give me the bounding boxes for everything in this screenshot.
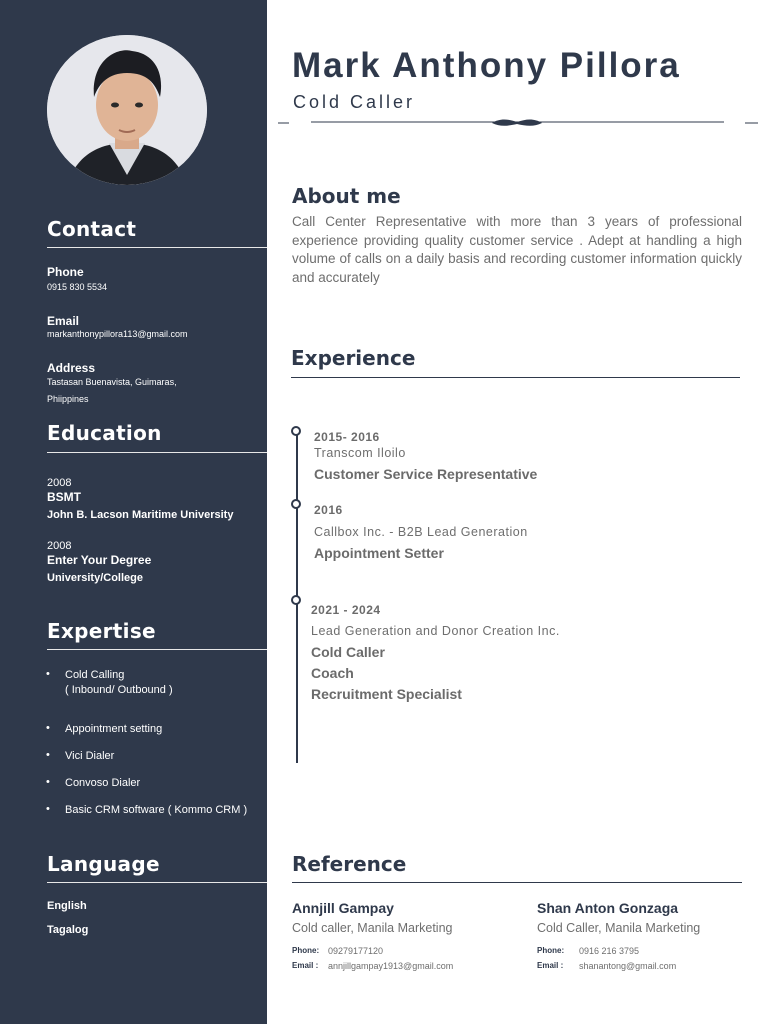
expertise-heading: Expertise xyxy=(47,619,156,643)
contact-divider xyxy=(47,247,267,248)
experience-company: Lead Generation and Donor Creation Inc. xyxy=(311,624,560,638)
experience-role: Recruitment Specialist xyxy=(311,686,462,702)
education-divider xyxy=(47,452,267,453)
email-value: markanthonypillora113@gmail.com xyxy=(47,329,188,339)
reference-phone-label: Phone: xyxy=(537,946,565,955)
experience-role: Coach xyxy=(311,665,354,681)
reference-name: Shan Anton Gonzaga xyxy=(537,900,679,916)
bullet-icon: • xyxy=(46,722,50,734)
reference-phone: 09279177120 xyxy=(328,946,384,956)
reference-name: Annjill Gampay xyxy=(292,900,394,916)
reference-email-label: Email : xyxy=(292,961,319,970)
experience-company: Transcom Iloilo xyxy=(314,446,406,460)
timeline-dot xyxy=(291,499,301,509)
language-item: English xyxy=(47,900,87,912)
reference-email: shanantong@gmail.com xyxy=(579,961,677,971)
reference-email: annjillgampay1913@gmail.com xyxy=(328,961,454,971)
bullet-icon: • xyxy=(46,668,50,680)
bullet-icon: • xyxy=(46,803,50,815)
reference-phone: 0916 216 3795 xyxy=(579,946,640,956)
reference-title: Cold caller, Manila Marketing xyxy=(292,921,453,935)
about-text: Call Center Representative with more than 3 years of professional experience providing quality customer service . Adept at handling a high volume of calls on a daily basis and recording customer information quickly and accurately xyxy=(292,214,742,285)
reference-title: Cold Caller, Manila Marketing xyxy=(537,921,701,935)
language-heading: Language xyxy=(47,852,160,876)
language-divider xyxy=(47,882,267,883)
sidebar xyxy=(0,0,267,1024)
bullet-icon: • xyxy=(46,749,50,761)
reference-phone-label: Phone: xyxy=(292,946,320,955)
experience-divider xyxy=(291,377,740,378)
address-label: Address xyxy=(47,361,96,375)
email-label: Email xyxy=(47,314,80,328)
profile-photo xyxy=(47,35,207,185)
expertise-item: Cold Calling ( Inbound/ Outbound ) xyxy=(65,669,173,696)
reference-heading: Reference xyxy=(292,852,407,876)
phone-value: 0915 830 5534 xyxy=(47,282,108,292)
address-line-1: Tastasan Buenavista, Guimaras, xyxy=(47,377,177,387)
education-school: University/College xyxy=(47,572,143,584)
expertise-item: Appointment setting xyxy=(65,723,163,735)
education-degree: BSMT xyxy=(47,490,81,504)
expertise-item: Convoso Dialer xyxy=(65,777,141,789)
experience-role: Customer Service Representative xyxy=(314,466,538,482)
education-heading: Education xyxy=(47,421,162,445)
experience-role: Cold Caller xyxy=(311,644,385,660)
contact-heading: Contact xyxy=(47,217,137,241)
education-school: John B. Lacson Maritime University xyxy=(47,509,234,521)
phone-label: Phone xyxy=(47,265,84,279)
education-degree: Enter Your Degree xyxy=(47,553,152,567)
expertise-divider xyxy=(47,649,267,650)
experience-years: 2015- 2016 xyxy=(314,430,380,444)
expertise-item: Basic CRM software ( Kommo CRM ) xyxy=(65,804,248,816)
education-year: 2008 xyxy=(47,540,72,552)
experience-role: Appointment Setter xyxy=(314,545,444,561)
address-line-2: Phiippines xyxy=(47,394,89,404)
about-heading: About me xyxy=(292,184,401,208)
timeline-dot xyxy=(291,595,301,605)
timeline-dot xyxy=(291,426,301,436)
experience-company: Callbox Inc. - B2B Lead Generation xyxy=(314,525,528,539)
profile-photo-image xyxy=(47,35,207,185)
expertise-item: Vici Dialer xyxy=(65,750,115,762)
candidate-role: Cold Caller xyxy=(293,92,416,112)
experience-years: 2016 xyxy=(314,503,343,517)
language-item: Tagalog xyxy=(47,924,89,936)
reference-divider xyxy=(292,882,742,883)
experience-heading: Experience xyxy=(291,346,416,370)
bullet-icon: • xyxy=(46,776,50,788)
reference-email-label: Email : xyxy=(537,961,564,970)
candidate-name: Mark Anthony Pillora xyxy=(292,46,681,85)
experience-years: 2021 - 2024 xyxy=(311,603,381,617)
ornament-divider xyxy=(278,116,758,130)
education-year: 2008 xyxy=(47,477,72,489)
